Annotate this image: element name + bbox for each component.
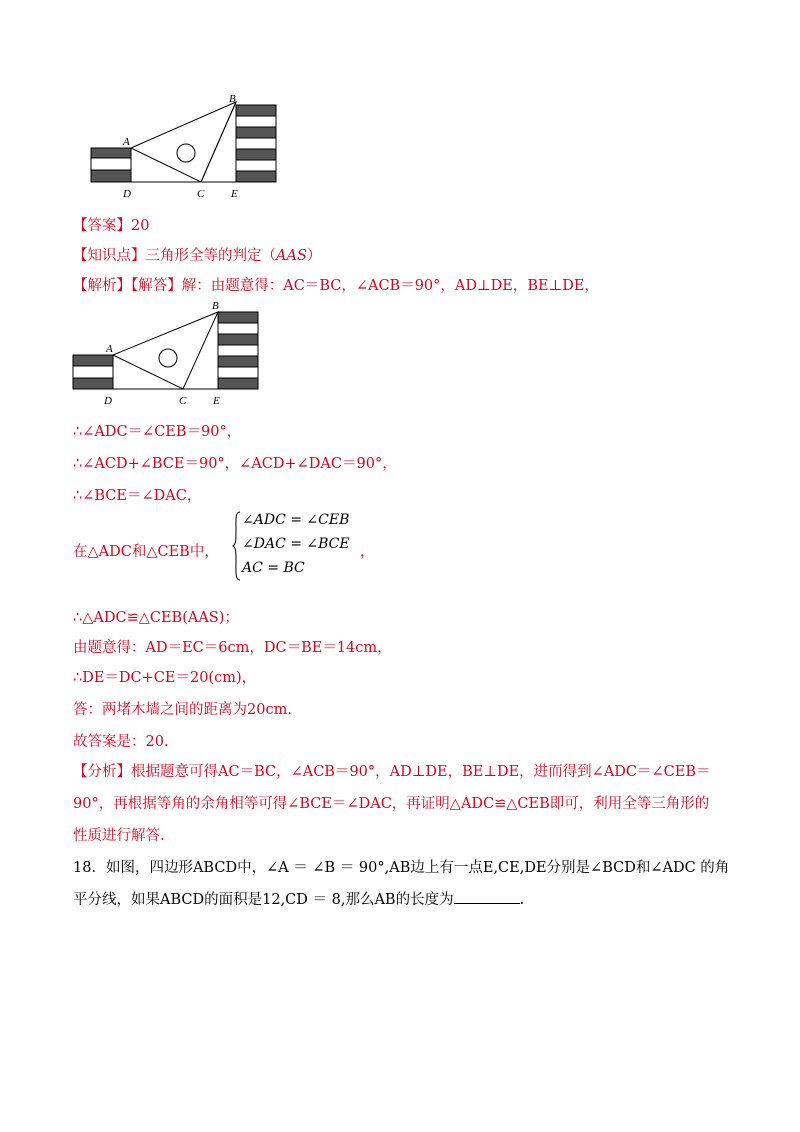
de-result: ∴DE＝DC+CE＝20(cm)，: [73, 670, 257, 686]
knowledge-line: [73, 244, 321, 265]
conclusion: ∴△ADC≌△CEB(AAS)；: [73, 610, 239, 626]
question-18-line-2: [73, 888, 524, 909]
system-trail: ，: [360, 544, 375, 560]
label-E: E: [213, 395, 220, 407]
answer-line: [73, 214, 149, 235]
knowledge-text: 三角形全等的判定（: [145, 248, 276, 264]
label-C: C: [179, 395, 187, 407]
system-row-1: ∠ADC = ∠CEB: [242, 512, 350, 528]
equation-system: [232, 510, 362, 582]
label-A: A: [106, 343, 113, 355]
label-D: D: [104, 395, 112, 407]
label-C: C: [197, 188, 205, 200]
system-row-2: ∠DAC = ∠BCE: [242, 536, 350, 552]
knowledge-tag: 【知识点】: [73, 248, 146, 264]
figure-1: [85, 90, 285, 205]
figure-2: [70, 298, 270, 408]
question-18-text: 平分线，如果ABCD的面积是12,CD ＝ 8,那么AB的长度为: [73, 892, 454, 908]
label-E: E: [231, 188, 238, 200]
knowledge-italic: AAS: [276, 248, 307, 264]
fenxi-line-3: 性质进行解答.: [73, 828, 165, 844]
label-B: B: [212, 300, 219, 312]
answer-blank[interactable]: [454, 891, 520, 904]
knowledge-close: ）: [306, 248, 322, 264]
fenxi-tag: 【分析】: [73, 764, 131, 780]
fenxi-line-2: 90°，再根据等角的余角相等可得∠BCE＝∠DAC，再证明△ADC≌△CEB即可，利用全等三角形的: [73, 796, 710, 812]
answer-tag: 【答案】: [73, 218, 131, 234]
label-B: B: [229, 93, 236, 105]
step-1: ∴∠ADC＝∠CEB＝90°，: [73, 424, 242, 440]
final-answer-2: 故答案是：20.: [73, 734, 169, 750]
question-18-line-1: 18．如图，四边形ABCD中，∠A ＝ ∠B ＝ 90°,AB边上有一点E,CE,DE分别是∠BCD和∠ADC 的角: [73, 860, 730, 876]
question-18-end: .: [519, 892, 525, 908]
step-3: ∴∠BCE＝∠DAC，: [73, 488, 202, 504]
system-intro: 在△ADC和△CEB中，: [73, 544, 219, 560]
brace-icon: [232, 510, 242, 582]
analysis-text: 解：由题意得：AC＝BC，∠ACB＝90°，AD⊥DE，BE⊥DE，: [181, 278, 599, 294]
analysis-line: [73, 274, 599, 295]
solution-tag: 【解答】: [131, 278, 182, 294]
label-D: D: [123, 188, 131, 200]
system-row-3: AC = BC: [242, 560, 305, 576]
given: 由题意得：AD＝EC＝6cm，DC＝BE＝14cm，: [73, 640, 392, 656]
step-2: ∴∠ACD+∠BCE＝90°，∠ACD+∠DAC＝90°，: [73, 456, 397, 472]
answer-value: 20: [131, 218, 150, 234]
analysis-tag: 【解析】: [73, 278, 131, 294]
label-A: A: [123, 136, 130, 148]
fenxi-text-1: 根据题意可得AC＝BC，∠ACB＝90°，AD⊥DE，BE⊥DE，进而得到∠ADC＝∠CEB＝: [131, 764, 711, 780]
final-answer: 答：两堵木墙之间的距离为20cm.: [73, 702, 292, 718]
fenxi-line-1: [73, 760, 711, 781]
